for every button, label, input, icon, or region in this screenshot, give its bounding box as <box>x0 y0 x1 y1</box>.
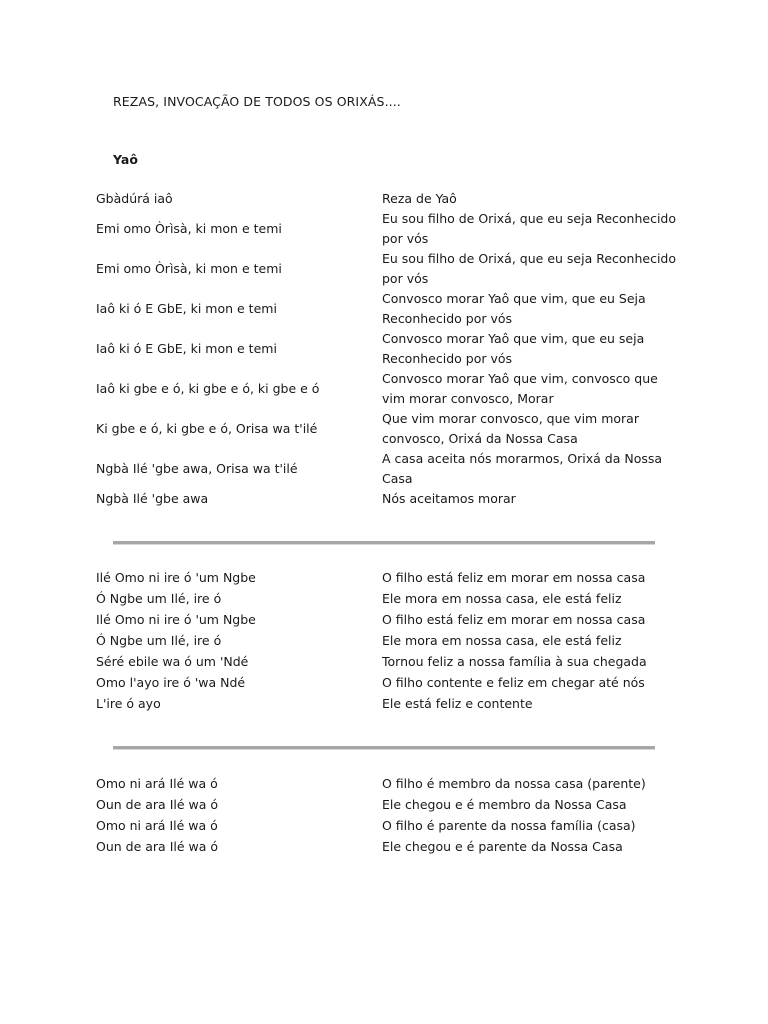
yoruba-verse: Ngbà Ilé 'gbe awa, Orisa wa t'ilé <box>96 461 298 476</box>
portuguese-translation: Reza de Yaô <box>382 191 457 206</box>
portuguese-translation: Convosco morar Yaô que vim, que eu Seja Reconhecido por vós <box>382 291 646 326</box>
yoruba-verse: Emi omo Òrìsà, ki mon e temi <box>96 221 282 236</box>
portuguese-translation: Convosco morar Yaô que vim, que eu seja Reconhecido por vós <box>382 331 645 366</box>
portuguese-translation: Que vim morar convosco, que vim morar convosco, Orixá da Nossa Casa <box>382 411 639 446</box>
portuguese-translation: Ele chegou e é parente da Nossa Casa <box>382 839 623 854</box>
yoruba-verse: Oun de ara Ilé wa ó <box>96 839 219 854</box>
yoruba-verse: Omo l'ayo ire ó 'wa Ndé <box>96 675 246 690</box>
yoruba-verse: Iaô ki ó E GbE, ki mon e temi <box>96 301 277 316</box>
yoruba-verse: Ngbà Ilé 'gbe awa <box>96 491 209 506</box>
yoruba-verse: Iaô ki ó E GbE, ki mon e temi <box>96 341 277 356</box>
yoruba-verse: Ki gbe e ó, ki gbe e ó, Orisa wa t'ilé <box>96 421 318 436</box>
portuguese-translation: Eu sou filho de Orixá, que eu seja Reconhecido por vós <box>382 251 677 286</box>
yoruba-verse: Ilé Omo ni ire ó 'um Ngbe <box>96 570 256 585</box>
portuguese-translation: Eu sou filho de Orixá, que eu seja Reconhecido por vós <box>382 211 677 246</box>
yoruba-verse: Ó Ngbe um Ilé, ire ó <box>96 591 222 606</box>
section-divider <box>113 541 655 545</box>
section-divider <box>113 746 655 750</box>
yoruba-verse: Gbàdúrá iaô <box>96 191 173 206</box>
yoruba-verse: Emi omo Òrìsà, ki mon e temi <box>96 261 282 276</box>
yoruba-verse: Séré ebile wa ó um 'Ndé <box>96 654 249 669</box>
page-title: REZAS, INVOCAÇÃO DE TODOS OS ORIXÁS.... <box>113 94 401 109</box>
portuguese-translation: A casa aceita nós morarmos, Orixá da Nossa Casa <box>382 451 663 486</box>
portuguese-translation: Ele está feliz e contente <box>382 696 533 711</box>
yoruba-verse: Omo ni ará Ilé wa ó <box>96 776 218 791</box>
portuguese-translation: O filho está feliz em morar em nossa casa <box>382 570 646 585</box>
portuguese-translation: O filho é parente da nossa família (casa) <box>382 818 636 833</box>
portuguese-translation: Nós aceitamos morar <box>382 491 516 506</box>
yoruba-verse: Ó Ngbe um Ilé, ire ó <box>96 633 222 648</box>
portuguese-translation: O filho contente e feliz em chegar até nós <box>382 675 645 690</box>
portuguese-translation: Ele mora em nossa casa, ele está feliz <box>382 591 622 606</box>
portuguese-translation: O filho é membro da nossa casa (parente) <box>382 776 646 791</box>
yoruba-verse: Iaô ki gbe e ó, ki gbe e ó, ki gbe e ó <box>96 381 320 396</box>
yoruba-verse: Oun de ara Ilé wa ó <box>96 797 219 812</box>
portuguese-translation: Ele mora em nossa casa, ele está feliz <box>382 633 622 648</box>
portuguese-translation: Tornou feliz a nossa família à sua chegada <box>382 654 647 669</box>
yoruba-verse: Omo ni ará Ilé wa ó <box>96 818 218 833</box>
yoruba-verse: L'ire ó ayo <box>96 696 161 711</box>
section-subtitle: Yaô <box>113 152 138 167</box>
yoruba-verse: Ilé Omo ni ire ó 'um Ngbe <box>96 612 256 627</box>
portuguese-translation: O filho está feliz em morar em nossa casa <box>382 612 646 627</box>
portuguese-translation: Convosco morar Yaô que vim, convosco que vim morar convosco, Morar <box>382 371 658 406</box>
portuguese-translation: Ele chegou e é membro da Nossa Casa <box>382 797 627 812</box>
